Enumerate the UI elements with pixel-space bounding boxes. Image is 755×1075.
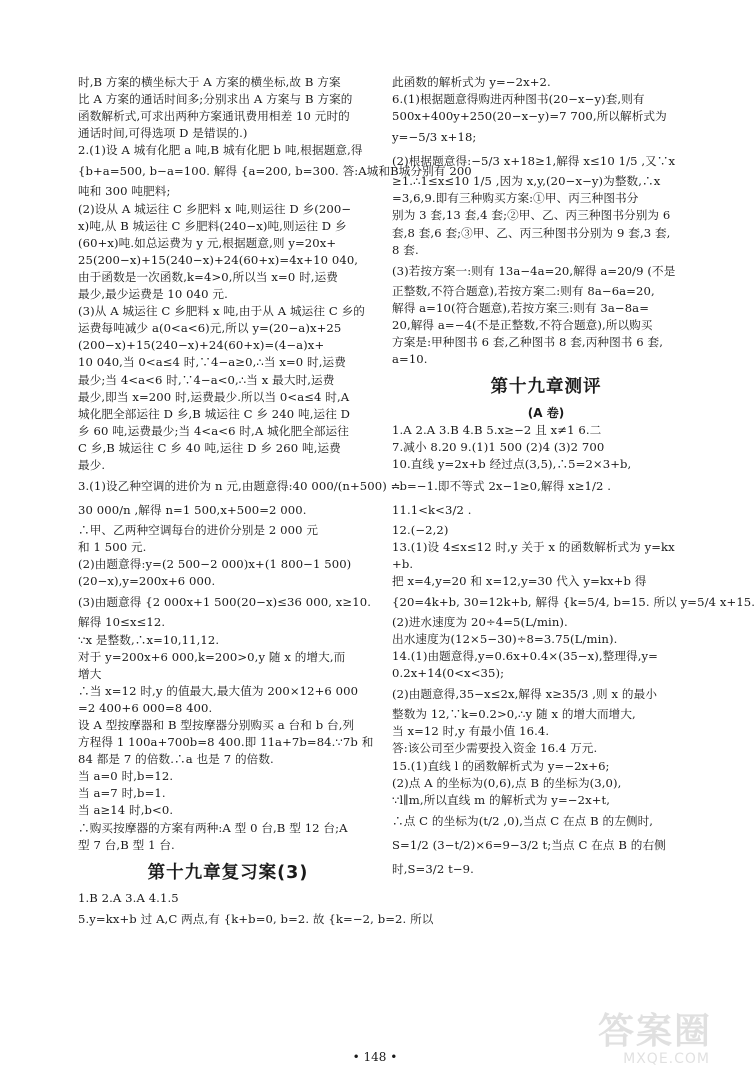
text-line: 5.y=kx+b 过 A,C 两点,有 {k+b=0, b=2. 故 {k=−2, b=2. 所以 bbox=[78, 911, 434, 926]
text-line: 6.(1)根据题意得购进丙种图书(20−x−y)套,则有 bbox=[392, 92, 645, 107]
text-line: =3,6,9.即有三种购买方案:①甲、丙三种图书分 bbox=[392, 191, 639, 206]
right-column bbox=[392, 74, 755, 881]
text-line: 12.(−2,2) bbox=[392, 522, 449, 537]
text-line: 增大 bbox=[78, 666, 102, 681]
text-line: 当 x=12 时,y 有最小值 16.4. bbox=[392, 724, 550, 739]
text-line: 1.A 2.A 3.B 4.B 5.x≥−2 且 x≠1 6.二 bbox=[392, 423, 602, 438]
text-line: 30 000/n ,解得 n=1 500,x+500=2 000. bbox=[78, 503, 307, 518]
watermark-url: MXQE.COM bbox=[623, 1051, 710, 1067]
text-line: 乡 60 吨,运费最少;当 4<a<6 时,A 城化肥全部运往 bbox=[78, 423, 349, 438]
text-line: 10.直线 y=2x+b 经过点(3,5),∴5=2×3+b, bbox=[392, 457, 632, 472]
text-line: 把 x=4,y=20 和 x=12,y=30 代入 y=kx+b 得 bbox=[392, 573, 647, 588]
text-line: (3)若按方案一:则有 13a−4a=20,解得 a=20/9 (不是 bbox=[392, 263, 676, 278]
text-line: 型 7 台,B 型 1 台. bbox=[78, 837, 175, 852]
text-line: S=1/2 (3−t/2)×6=9−3/2 t;当点 C 在点 B 的右侧 bbox=[392, 837, 666, 852]
page-number: • 148 • bbox=[352, 1050, 398, 1064]
text-line: 500x+400y+250(20−x−y)=7 700,所以解析式为 bbox=[392, 109, 667, 124]
text-line: +b. bbox=[392, 556, 414, 571]
text-line: 此函数的解析式为 y=−2x+2. bbox=[392, 75, 551, 89]
text-line: 整数为 12,∵k=0.2>0,∴y 随 x 的增大而增大, bbox=[392, 707, 636, 722]
text-line: (3)从 A 城运往 C 乡肥料 x 吨,由于从 A 城运往 C 乡的 bbox=[78, 304, 365, 319]
text-line: 城化肥全部运往 D 乡,B 城运往 C 乡 240 吨,运往 D bbox=[78, 406, 351, 421]
text-line: 答:该公司至少需要投入资金 16.4 万元. bbox=[392, 741, 598, 756]
text-line: 时,S=3/2 t−9. bbox=[392, 861, 474, 876]
text-line: 运费每吨减少 a(0<a<6)元,所以 y=(20−a)x+25 bbox=[78, 321, 342, 336]
text-line: 20,解得 a=−4(不是正整数,不符合题意),所以购买 bbox=[392, 317, 653, 332]
text-line: 1.B 2.A 3.A 4.1.5 bbox=[78, 890, 179, 905]
text-line: 解得 a=10(符合题意),若按方案三:则有 3a−8a= bbox=[392, 300, 650, 315]
text-line: (20−x),y=200x+6 000. bbox=[78, 574, 216, 589]
section-heading: 第十九章测评 bbox=[490, 377, 602, 398]
text-line: (2)设从 A 城运往 C 乡肥料 x 吨,则运往 D 乡(200− bbox=[78, 201, 352, 216]
text-line: (60+x)吨.如总运费为 y 元,根据题意,则 y=20x+ bbox=[78, 235, 337, 250]
text-line: 2.(1)设 A 城有化肥 a 吨,B 城有化肥 b 吨,根据题意,得 bbox=[78, 143, 363, 158]
watermark-text: 答案圈 bbox=[597, 1011, 712, 1052]
text-line: 7.减小 8.20 9.(1)1 500 (2)4 (3)2 700 bbox=[392, 440, 605, 455]
section-subheading: (A 卷) bbox=[527, 406, 565, 421]
text-line: =2 400+6 000=8 400. bbox=[78, 700, 213, 715]
text-line: (2)点 A 的坐标为(0,6),点 B 的坐标为(3,0), bbox=[392, 775, 622, 790]
text-line: 13.(1)设 4≤x≤12 时,y 关于 x 的函数解析式为 y=kx bbox=[392, 539, 675, 554]
text-line: (200−x)+15(240−x)+24(60+x)=(4−a)x+ bbox=[78, 338, 325, 353]
text-line: 25(200−x)+15(240−x)+24(60+x)=4x+10 040, bbox=[78, 252, 359, 267]
text-line: 8 套. bbox=[392, 242, 419, 257]
text-line: 解得 10≤x≤12. bbox=[78, 615, 166, 630]
text-line: {b+a=500, b−a=100. 解得 {a=200, b=300. 答:A城和B城分别有 200 bbox=[78, 164, 472, 179]
text-line: 最少. bbox=[78, 457, 106, 472]
text-line: 当 a=0 时,b=12. bbox=[78, 769, 174, 784]
text-line: ∵x 是整数,∴x=10,11,12. bbox=[78, 632, 220, 647]
text-line: ∵l∥m,所以直线 m 的解析式为 y=−2x+t, bbox=[392, 792, 611, 807]
text-line: C 乡,B 城运往 C 乡 40 吨,运往 D 乡 260 吨,运费 bbox=[78, 440, 341, 455]
text-line: 最少;当 4<a<6 时,∵4−a<0,∴当 x 最大时,运费 bbox=[78, 372, 335, 387]
text-line: 设 A 型按摩器和 B 型按摩器分别购买 a 台和 b 台,列 bbox=[78, 718, 355, 732]
text-line: 10 040,当 0<a≤4 时,∵4−a≥0,∴当 x=0 时,运费 bbox=[78, 355, 346, 370]
text-line: 方程得 1 100a+700b=8 400.即 11a+7b=84.∵7b 和 bbox=[78, 735, 374, 750]
text-line: 84 都是 7 的倍数.∴a 也是 7 的倍数. bbox=[78, 752, 274, 767]
text-line: ∴当 x=12 时,y 的值最大,最大值为 200×12+6 000 bbox=[78, 683, 359, 698]
watermark-logo bbox=[566, 1003, 716, 1067]
text-line: 比 A 方案的通话时间多;分别求出 A 方案与 B 方案的 bbox=[78, 92, 353, 107]
text-line: 当 a≥14 时,b<0. bbox=[78, 803, 174, 818]
text-line: 和 1 500 元. bbox=[78, 540, 147, 555]
text-line: 11.1<k<3/2 . bbox=[392, 502, 472, 517]
text-line: 最少,最少运费是 10 040 元. bbox=[78, 287, 228, 302]
text-line: ∴点 C 的坐标为(t/2 ,0),当点 C 在点 B 的左侧时, bbox=[392, 813, 654, 828]
text-line: {20=4k+b, 30=12k+b, 解得 {k=5/4, b=15. 所以 y=5/4 x+15. bbox=[392, 594, 755, 609]
section-heading: 第十九章复习案(3) bbox=[147, 862, 309, 883]
text-line: 当 a=7 时,b=1. bbox=[78, 786, 166, 801]
text-line: (3)由题意得 {2 000x+1 500(20−x)≤36 000, x≥10. bbox=[78, 595, 371, 610]
text-line: a=10. bbox=[392, 352, 428, 367]
text-line: 时,B 方案的横坐标大于 A 方案的横坐标,故 B 方案 bbox=[78, 75, 341, 89]
text-line: 吨和 300 吨肥料; bbox=[78, 184, 171, 199]
text-line: (2)由题意得:y=(2 500−2 000)x+(1 800−1 500) bbox=[78, 557, 352, 572]
text-line: 出水速度为(12×5−30)÷8=3.75(L/min). bbox=[392, 631, 618, 646]
text-line: 由于函数是一次函数,k=4>0,所以当 x=0 时,运费 bbox=[78, 269, 338, 284]
text-line: 别为 3 套,13 套,4 套;②甲、乙、丙三种图书分别为 6 bbox=[392, 208, 671, 223]
text-line: ∴甲、乙两种空调每台的进价分别是 2 000 元 bbox=[78, 523, 319, 538]
text-line: 通话时间,可得选项 D 是错误的.) bbox=[78, 126, 248, 141]
text-line: 14.(1)由题意得,y=0.6x+0.4×(35−x),整理得,y= bbox=[392, 649, 658, 664]
text-line: 15.(1)直线 l 的函数解析式为 y=−2x+6; bbox=[392, 758, 610, 773]
text-line: 最少,即当 x=200 时,运费最少.所以当 0<a≤4 时,A bbox=[78, 389, 350, 404]
text-line: 正整数,不符合题意),若按方案二:则有 8a−6a=20, bbox=[392, 283, 655, 298]
text-line: 函数解析式,可求出两种方案通讯费用相差 10 元时的 bbox=[78, 109, 350, 124]
text-line: (2)进水速度为 20÷4=5(L/min). bbox=[392, 614, 568, 629]
text-line: 套,8 套,6 套;③甲、乙、丙三种图书分别为 9 套,3 套, bbox=[392, 225, 671, 240]
text-line: y=−5/3 x+18; bbox=[392, 130, 477, 145]
text-line: x)吨,从 B 城运往 C 乡肥料(240−x)吨,则运往 D 乡 bbox=[78, 218, 347, 233]
text-line: 方案是:甲种图书 6 套,乙种图书 8 套,丙种图书 6 套, bbox=[392, 335, 663, 350]
text-line: (2)根据题意得:−5/3 x+18≥1,解得 x≤10 1/5 ,又∵x bbox=[392, 154, 676, 169]
text-line: ≥1.∴1≤x≤10 1/5 ,因为 x,y,(20−x−y)为整数,∴x bbox=[392, 174, 661, 189]
text-line: ∴购买按摩器的方案有两种:A 型 0 台,B 型 12 台;A bbox=[78, 820, 348, 835]
text-line: ∴b=−1.即不等式 2x−1≥0,解得 x≥1/2 . bbox=[392, 478, 612, 493]
text-line: (2)由题意得,35−x≤2x,解得 x≥35/3 ,则 x 的最小 bbox=[392, 687, 658, 702]
text-line: 0.2x+14(0<x<35); bbox=[392, 666, 505, 681]
text-line: 对于 y=200x+6 000,k=200>0,y 随 x 的增大,而 bbox=[78, 649, 346, 664]
text-line: 3.(1)设乙种空调的进价为 n 元,由题意得:40 000/(n+500) = bbox=[78, 479, 401, 494]
